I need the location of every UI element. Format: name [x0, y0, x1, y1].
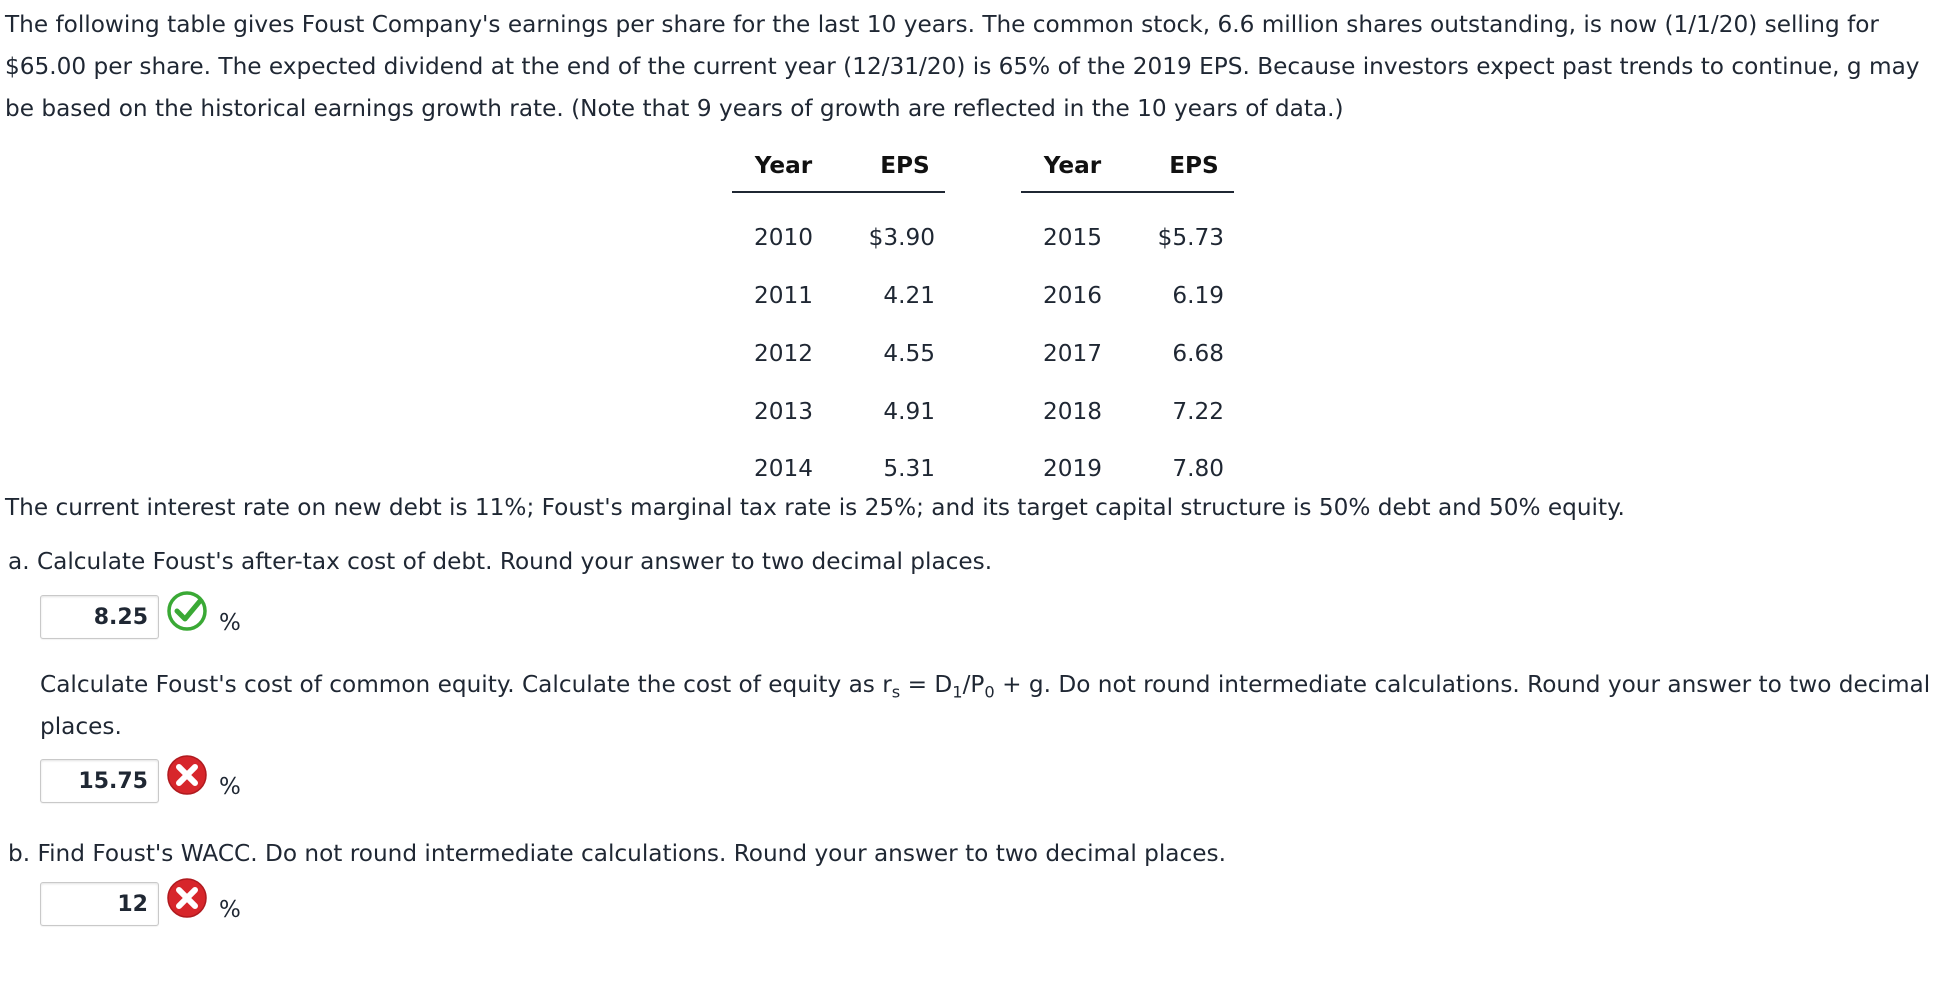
part-a-unit: %	[219, 610, 241, 636]
context-text: The current interest rate on new debt is 11%; Foust's marginal tax rate is 25%; and its target capital structure is 50% debt and 50% equity.	[5, 494, 1625, 521]
eps-cell: 7.22	[1172, 397, 1224, 425]
after-tax-cost-of-debt-input[interactable]	[40, 595, 159, 639]
header-eps-2-label: EPS	[1169, 152, 1219, 179]
part-b-question-text: Find Foust's WACC. Do not round intermediate calculations. Round your answer to two decimal places.	[37, 840, 1226, 867]
eps-cell: 4.21	[883, 281, 935, 309]
cost-of-equity-input[interactable]	[40, 759, 159, 803]
year-cell: 2013	[753, 397, 813, 425]
year-cell: 2017	[1042, 339, 1102, 367]
incorrect-x-icon	[165, 753, 209, 797]
part-a2-question	[40, 664, 1950, 748]
year-cell: 2019	[1042, 454, 1102, 482]
eps-cell: $5.73	[1157, 224, 1224, 251]
eps-cell: 4.91	[883, 397, 935, 425]
eps-cell: 7.80	[1172, 454, 1224, 482]
part-a2-slash: /P	[962, 671, 985, 698]
correct-check-icon	[165, 589, 209, 633]
part-b-label: b.	[8, 840, 31, 867]
table-row	[732, 324, 1234, 382]
eps-table	[732, 140, 1234, 496]
eps-cell: 6.68	[1172, 339, 1224, 367]
part-a2-question-start: Calculate Foust's cost of common equity. Calculate the cost of equity as r	[40, 671, 892, 698]
column-gap	[945, 440, 1021, 496]
table-row	[732, 440, 1234, 496]
year-cell: 2010	[753, 224, 813, 251]
table-header-row	[732, 140, 1234, 192]
part-a2-eq: = D	[900, 671, 953, 698]
header-year-2: Year	[1021, 140, 1124, 192]
eps-cell: 5.31	[883, 454, 935, 482]
part-b-answer-row	[40, 881, 241, 927]
column-gap	[945, 266, 1021, 324]
table-row	[732, 192, 1234, 266]
part-a2-answer-row	[40, 758, 241, 804]
problem-intro: The following table gives Foust Company's earnings per share for the last 10 years. The common stock, 6.6 million shares outstanding, is now (1/1/20) selling for $65.00 per share. The expected dividend at the end of the current year (12/31/20) is 65% of the 2019 EPS. Because investors expect past trends to continue, g may be based on the historical earnings growth rate. (Note that 9 years of growth are reflected in the 10 years of data.)	[5, 11, 1920, 122]
part-a2-question-end: + g. Do not round intermediate calculations. Round your answer to two decimal places.	[40, 671, 1931, 740]
subscript-1: 1	[952, 682, 963, 702]
table-row	[732, 266, 1234, 324]
eps-cell: 6.19	[1172, 281, 1224, 309]
column-gap	[945, 192, 1021, 266]
eps-cell: $3.90	[868, 224, 935, 251]
table-row	[732, 382, 1234, 440]
header-eps-2	[1124, 140, 1234, 192]
part-a-answer-row	[40, 594, 241, 640]
year-cell: 2012	[753, 339, 813, 367]
part-b-unit: %	[219, 897, 241, 923]
year-cell: 2014	[753, 454, 813, 482]
subscript-0: 0	[984, 682, 995, 702]
part-a-question-text: Calculate Foust's after-tax cost of debt. Round your answer to two decimal places.	[36, 548, 993, 575]
eps-cell: 4.55	[883, 339, 935, 367]
wacc-input[interactable]	[40, 882, 159, 926]
header-eps-1-label: EPS	[880, 152, 930, 179]
header-year-1: Year	[732, 140, 835, 192]
column-gap	[945, 324, 1021, 382]
subscript-s: s	[891, 682, 901, 702]
part-b-question	[8, 838, 1226, 870]
part-a-question	[8, 546, 992, 578]
year-cell: 2015	[1042, 224, 1102, 251]
year-cell: 2018	[1042, 397, 1102, 425]
part-a-label: a.	[8, 548, 30, 575]
year-cell: 2016	[1042, 281, 1102, 309]
column-gap	[945, 382, 1021, 440]
incorrect-x-icon	[165, 876, 209, 920]
part-a2-unit: %	[219, 774, 241, 800]
header-eps-1	[835, 140, 945, 192]
year-cell: 2011	[753, 281, 813, 309]
column-gap	[945, 140, 1021, 192]
